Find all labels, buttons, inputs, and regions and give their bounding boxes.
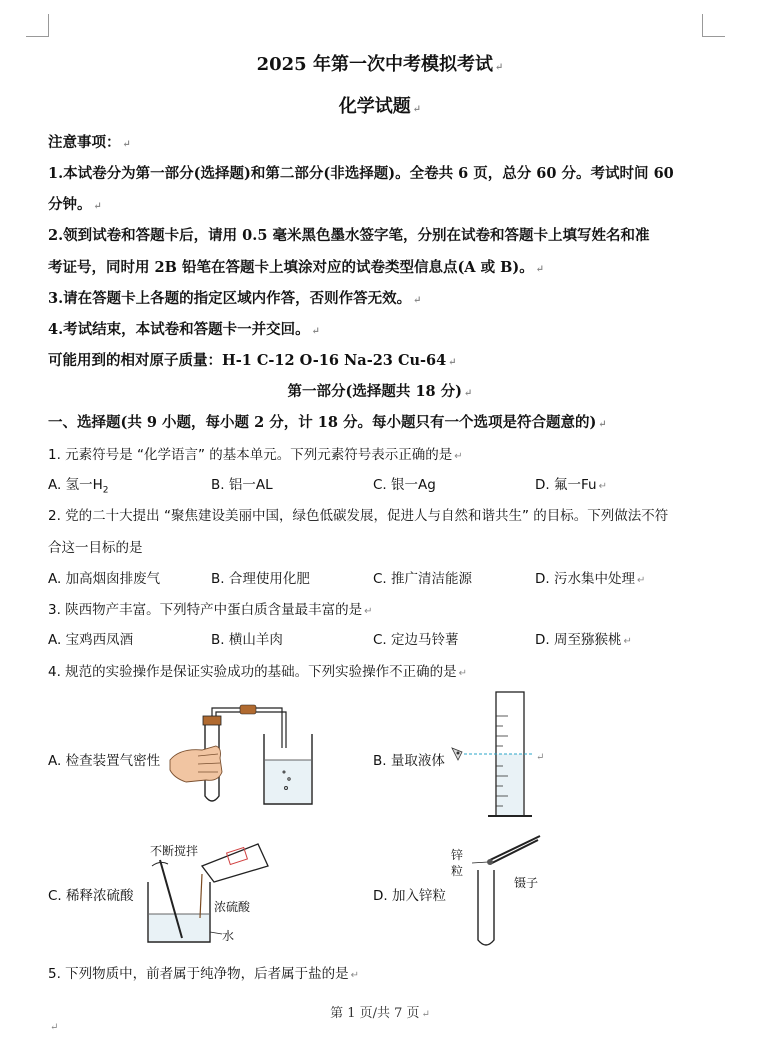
q3-option-c: C. 定边马铃薯 (373, 632, 459, 648)
label-conc-acid: 浓硫酸 (214, 900, 251, 914)
question-4-stem: 4. 规范的实验操作是保证实验成功的基础。下列实验操作不正确的是 ↵ (48, 664, 468, 680)
crop-mark-top-left (26, 14, 49, 37)
q2-option-c: C. 推广清洁能源 (373, 571, 473, 587)
q4-option-d: D. 加入锌粒 (373, 888, 446, 904)
label-zinc-2: 粒 (451, 864, 464, 878)
figure-dilute-acid (140, 838, 280, 948)
q3-option-b: B. 横山羊肉 (211, 632, 283, 648)
question-1-stem: 1. 元素符号是 “化学语言” 的基本单元。下列元素符号表示正确的是 ↵ (48, 447, 463, 463)
q1-option-c: C. 银一Ag (373, 477, 436, 493)
exam-subtitle: 化学试题 ↵ (338, 96, 422, 117)
page-footer: 第 1 页/共 7 页 ↵ (330, 1006, 430, 1021)
notes-heading: 注意事项： ↵ (48, 134, 131, 151)
end-mark: ↵ (50, 1022, 59, 1033)
note-line-5: 3.请在答题卡上各题的指定区域内作答，否则作答无效。 ↵ (48, 290, 422, 307)
label-zinc-1: 锌 (451, 848, 464, 862)
q1-option-b: B. 铝一AL (211, 477, 273, 493)
note-line-2: 分钟。 ↵ (48, 196, 102, 213)
q1-option-a: A. 氢一$H_2$ (48, 477, 109, 496)
question-2-stem-cont: 合这一目标的是 (48, 540, 143, 556)
q3-option-d: D. 周至猕猴桃 ↵ (535, 632, 632, 648)
label-stirring: 不断搅拌 (150, 844, 199, 858)
question-3-stem: 3. 陕西物产丰富。下列特产中蛋白质含量最丰富的是 ↵ (48, 602, 373, 618)
figure-airtightness-check (168, 700, 328, 810)
q2-option-b: B. 合理使用化肥 (211, 571, 310, 587)
q4-option-b: B. 量取液体 (373, 753, 445, 769)
figure-add-zinc (466, 832, 546, 952)
label-tweezers: 镊子 (514, 876, 539, 890)
note-line-3: 2.领到试卷和答题卡后，请用 0.5 毫米黑色墨水签字笔，分别在试卷和答题卡上填写姓名和准 (48, 227, 650, 244)
atomic-mass-line: 可能用到的相对原子质量：H-1 C-12 O-16 Na-23 Cu-64 ↵ (48, 352, 457, 369)
note-line-1: 1.本试卷分为第一部分(选择题)和第二部分(非选择题)。全卷共 6 页，总分 60 分。考试时间 60 (48, 165, 674, 182)
q2-option-a: A. 加高烟囱排废气 (48, 571, 161, 587)
label-water: 水 (222, 929, 235, 943)
q4-option-a: A. 检查装置气密性 (48, 753, 161, 769)
q4-option-c: C. 稀释浓硫酸 (48, 888, 134, 904)
note-line-6: 4.考试结束，本试卷和答题卡一并交回。 ↵ (48, 321, 321, 338)
question-2-stem: 2. 党的二十大提出 “聚焦建设美丽中国，绿色低碳发展，促进人与自然和谐共生” 的目标。下列做法不符 (48, 508, 669, 524)
q2-option-d: D. 污水集中处理 ↵ (535, 571, 646, 587)
question-5-stem: 5. 下列物质中，前者属于纯净物，后者属于盐的是 ↵ (48, 966, 360, 982)
note-line-4: 考证号，同时用 2B 铅笔在答题卡上填涂对应的试卷类型信息点(A 或 B)。 ↵ (48, 259, 545, 276)
crop-mark-top-right (702, 14, 725, 37)
q3-option-a: A. 宝鸡西凤酒 (48, 632, 134, 648)
figure-b-mark: ↵ (536, 752, 545, 763)
part1-heading: 第一部分(选择题共 18 分) ↵ (287, 383, 473, 400)
figure-measuring-cylinder (448, 688, 548, 826)
exam-title: 2025 年第一次中考模拟考试 ↵ (256, 54, 504, 75)
section-heading: 一、选择题(共 9 小题，每小题 2 分，计 18 分。每小题只有一个选项是符合题意的) ↵ (48, 414, 607, 431)
q1-option-d: D. 氟一Fu ↵ (535, 477, 607, 493)
